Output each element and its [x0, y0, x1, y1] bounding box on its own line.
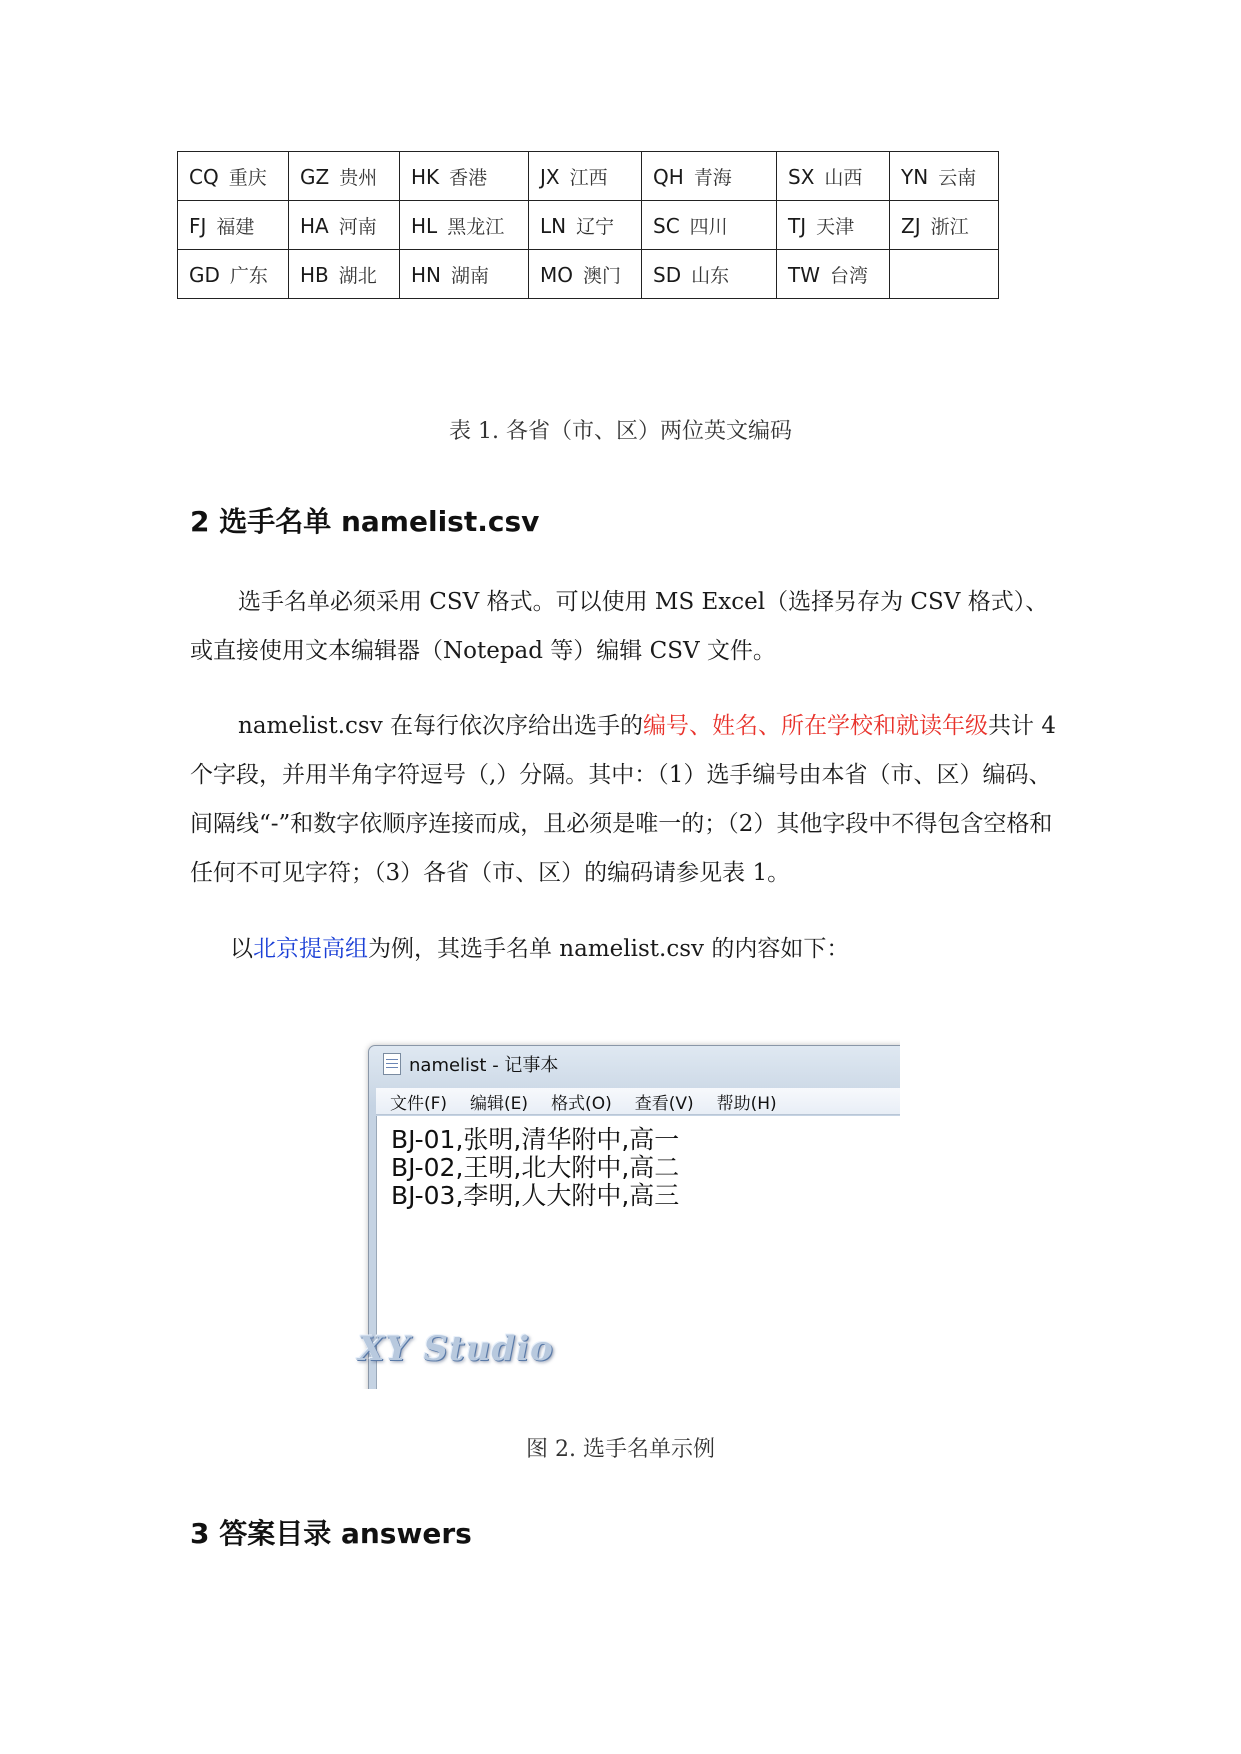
paragraph-fields	[190, 702, 1060, 898]
province-code: HA	[300, 213, 329, 238]
province-cell	[178, 152, 289, 201]
example-intro: 以	[230, 936, 253, 962]
province-code-table	[177, 151, 999, 299]
paragraph-example	[190, 925, 1060, 974]
figure-caption: 图 2. 选手名单示例	[526, 1437, 715, 1462]
province-cell	[400, 152, 529, 201]
province-code: YN	[901, 164, 929, 189]
province-cell	[289, 250, 400, 299]
notepad-screenshot	[350, 1027, 900, 1389]
province-code: HK	[411, 164, 440, 189]
province-cell	[529, 201, 642, 250]
province-code: HN	[411, 262, 441, 287]
province-name: 台湾	[830, 264, 869, 287]
province-code: HB	[300, 262, 329, 287]
province-name: 湖北	[338, 264, 377, 287]
province-cell	[777, 201, 890, 250]
province-name: 湖南	[451, 264, 490, 287]
province-name: 天津	[816, 215, 855, 238]
province-code: GZ	[300, 164, 330, 189]
province-name: 福建	[216, 215, 255, 238]
province-name: 澳门	[583, 264, 622, 287]
province-cell	[890, 152, 999, 201]
notepad-icon	[383, 1053, 401, 1075]
province-code: ZJ	[901, 213, 921, 238]
province-cell	[178, 250, 289, 299]
province-cell	[890, 250, 999, 299]
province-name: 青海	[693, 166, 732, 189]
province-name: 香港	[449, 166, 488, 189]
fields-rules: 共计 4 个字段，并用半角字符逗号（,）分隔。其中：（1）选手编号由本省（市、区）编码、间隔线“-”和数字依顺序连接而成，且必须是唯一的；（2）其他字段中不得包含空格和任何不可见字符；（3）各省（市、区）的编码请参见表 1。	[190, 713, 1056, 886]
notepad-titlebar	[369, 1046, 900, 1082]
beijing-group-link[interactable]: 北京提高组	[253, 936, 368, 962]
notepad-title: namelist - 记事本	[409, 1055, 559, 1076]
province-name: 广东	[229, 264, 268, 287]
province-name: 四川	[689, 215, 728, 238]
table-row	[178, 152, 999, 201]
province-code: TJ	[788, 213, 807, 238]
province-name: 云南	[938, 166, 977, 189]
province-cell	[289, 201, 400, 250]
section-2-heading: 2 选手名单 namelist.csv	[190, 505, 540, 538]
province-code: GD	[189, 262, 220, 287]
province-code: FJ	[189, 213, 207, 238]
csv-line: BJ-02,王明,北大附中,高二	[391, 1153, 680, 1182]
province-cell	[178, 201, 289, 250]
province-cell	[777, 152, 890, 201]
province-code: TW	[788, 262, 820, 287]
province-name: 辽宁	[576, 215, 615, 238]
province-code: SX	[788, 164, 815, 189]
menu-view[interactable]: 查看(V)	[634, 1093, 694, 1114]
xy-studio-watermark: XY Studio	[358, 1329, 554, 1369]
province-code: QH	[653, 164, 684, 189]
province-code: HL	[411, 213, 438, 238]
province-cell	[777, 250, 890, 299]
province-name: 重庆	[228, 166, 267, 189]
province-name: 黑龙江	[447, 215, 505, 238]
table-row	[178, 250, 999, 299]
province-code: MO	[540, 262, 573, 287]
province-code: CQ	[189, 164, 219, 189]
notepad-menubar	[376, 1088, 900, 1115]
province-cell	[642, 250, 777, 299]
province-cell	[529, 250, 642, 299]
fields-intro: namelist.csv 在每行依次序给出选手的	[238, 713, 644, 739]
province-cell	[890, 201, 999, 250]
province-name: 山西	[824, 166, 863, 189]
menu-edit[interactable]: 编辑(E)	[470, 1093, 529, 1114]
province-code: SC	[653, 213, 680, 238]
province-cell	[289, 152, 400, 201]
province-name: 贵州	[339, 166, 378, 189]
menu-file[interactable]: 文件(F)	[390, 1093, 448, 1114]
province-name: 河南	[338, 215, 377, 238]
province-cell	[642, 152, 777, 201]
csv-line: BJ-01,张明,清华附中,高一	[391, 1125, 680, 1154]
province-cell	[400, 250, 529, 299]
province-code: JX	[540, 164, 560, 189]
province-cell	[529, 152, 642, 201]
fields-highlight: 编号、姓名、所在学校和就读年级	[643, 713, 989, 739]
menu-format[interactable]: 格式(O)	[551, 1093, 612, 1114]
province-code: SD	[653, 262, 682, 287]
province-name: 山东	[691, 264, 730, 287]
province-cell	[642, 201, 777, 250]
csv-line: BJ-03,李明,人大附中,高三	[391, 1181, 680, 1210]
paragraph-csv-format: 选手名单必须采用 CSV 格式。可以使用 MS Excel（选择另存为 CSV 格式）、或直接使用文本编辑器（Notepad 等）编辑 CSV 文件。	[190, 589, 1049, 664]
table-row	[178, 201, 999, 250]
province-name: 江西	[569, 166, 608, 189]
section-3-heading: 3 答案目录 answers	[190, 1517, 472, 1550]
province-name: 浙江	[930, 215, 969, 238]
menu-help[interactable]: 帮助(H)	[716, 1093, 777, 1114]
province-cell	[400, 201, 529, 250]
province-code: LN	[540, 213, 567, 238]
example-rest: 为例，其选手名单 namelist.csv 的内容如下：	[368, 936, 850, 962]
table-caption: 表 1. 各省（市、区）两位英文编码	[449, 419, 792, 444]
